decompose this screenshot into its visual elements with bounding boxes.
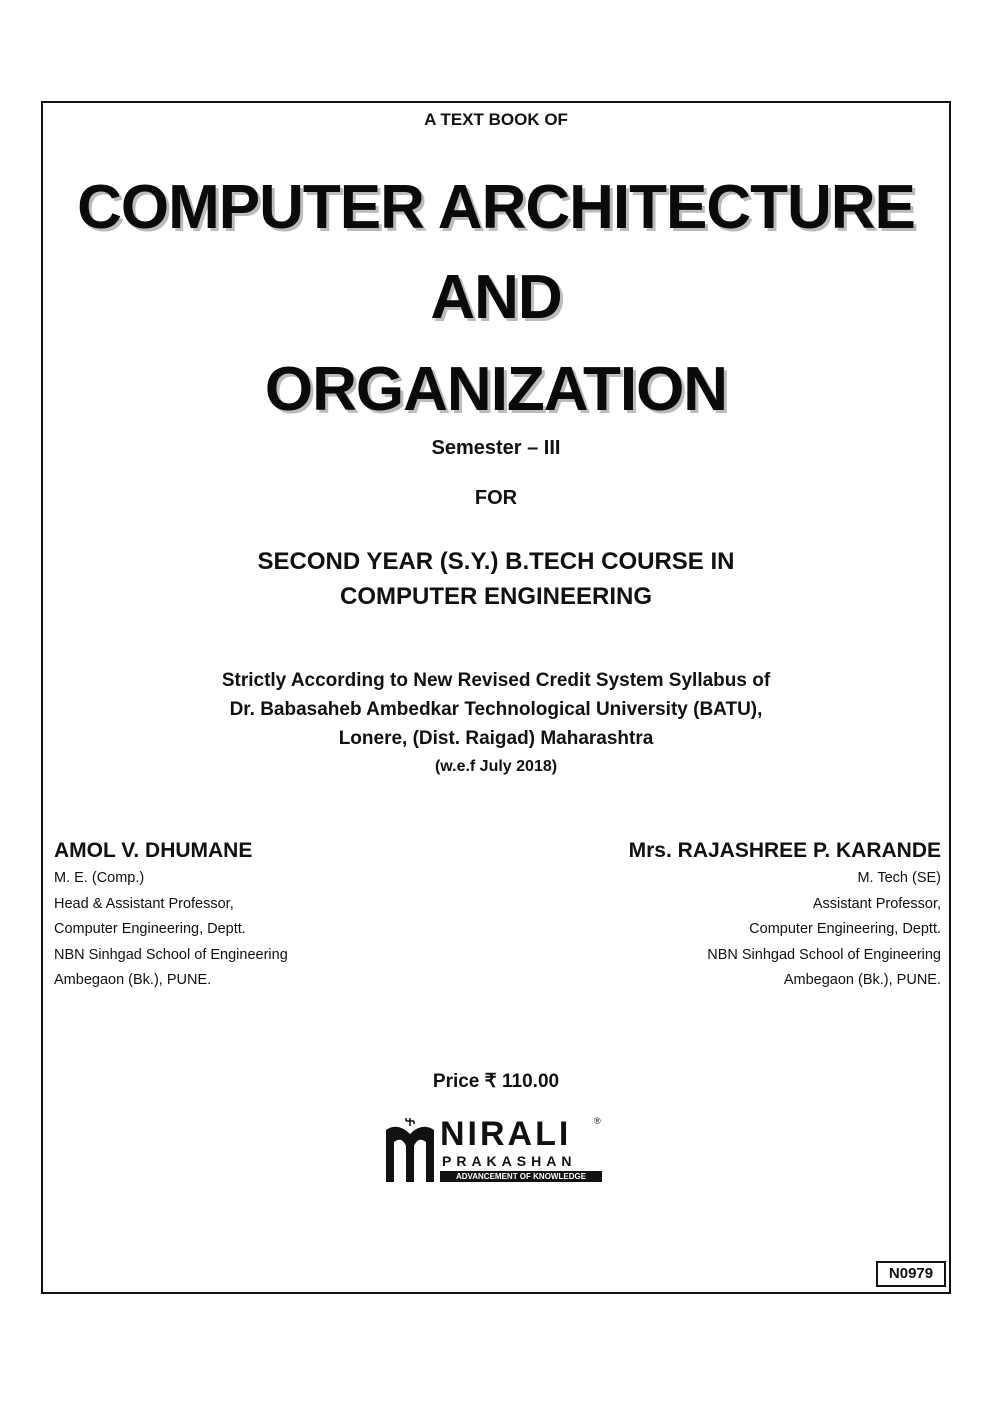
author-detail: Ambegaon (Bk.), PUNE. (783, 972, 941, 988)
author-detail: NBN Sinhgad School of Engineering (54, 946, 288, 963)
author-1 (54, 836, 288, 994)
author-detail: Computer Engineering, Deptt. (749, 921, 941, 937)
author-name: Mrs. RAJASHREE P. KARANDE (628, 839, 941, 862)
price-amount: 110.00 (502, 1071, 560, 1092)
author-detail: M. Tech (SE) (857, 870, 941, 886)
title-line-3: ORGANIZATION (264, 355, 728, 424)
publisher-tagline: ADVANCEMENT OF KNOWLEDGE (440, 1171, 602, 1182)
syllabus-line-1: Strictly According to New Revised Credit System Syllabus of (221, 670, 771, 691)
book-emblem-icon (384, 1118, 436, 1184)
for-label: FOR (474, 487, 518, 509)
author-name: AMOL V. DHUMANE (54, 839, 253, 862)
author-detail: NBN Sinhgad School of Engineering (707, 946, 941, 963)
publisher-sub: PRAKASHAN (442, 1153, 577, 1169)
course-line-2: COMPUTER ENGINEERING (339, 583, 653, 610)
syllabus-effective: (w.e.f July 2018) (434, 758, 558, 775)
price-label: Price (432, 1071, 480, 1092)
author-detail: Computer Engineering, Deptt. (54, 921, 246, 937)
publisher-logo (384, 1116, 608, 1186)
author-detail: Assistant Professor, (812, 895, 941, 912)
semester: Semester – III (431, 437, 561, 459)
title-line-2: AND (430, 263, 562, 332)
registered-icon: ® (594, 1116, 601, 1126)
syllabus-line-2: Dr. Babasaheb Ambedkar Technological University (BATU), (229, 699, 763, 720)
rupee-icon: ₹ (484, 1071, 497, 1092)
course-line-1: SECOND YEAR (S.Y.) B.TECH COURSE IN (257, 548, 735, 575)
author-detail: Head & Assistant Professor, (54, 895, 234, 912)
book-subtitle: A TEXT BOOK OF (424, 110, 568, 129)
author-2 (629, 836, 941, 994)
author-detail: Ambegaon (Bk.), PUNE. (54, 972, 212, 988)
price (0, 1070, 992, 1093)
book-code: N0979 (876, 1261, 946, 1287)
publisher-name: NIRALI (440, 1115, 572, 1153)
title-line-1: COMPUTER ARCHITECTURE (77, 173, 915, 242)
syllabus-line-3: Lonere, (Dist. Raigad) Maharashtra (338, 728, 654, 749)
author-detail: M. E. (Comp.) (54, 870, 145, 886)
